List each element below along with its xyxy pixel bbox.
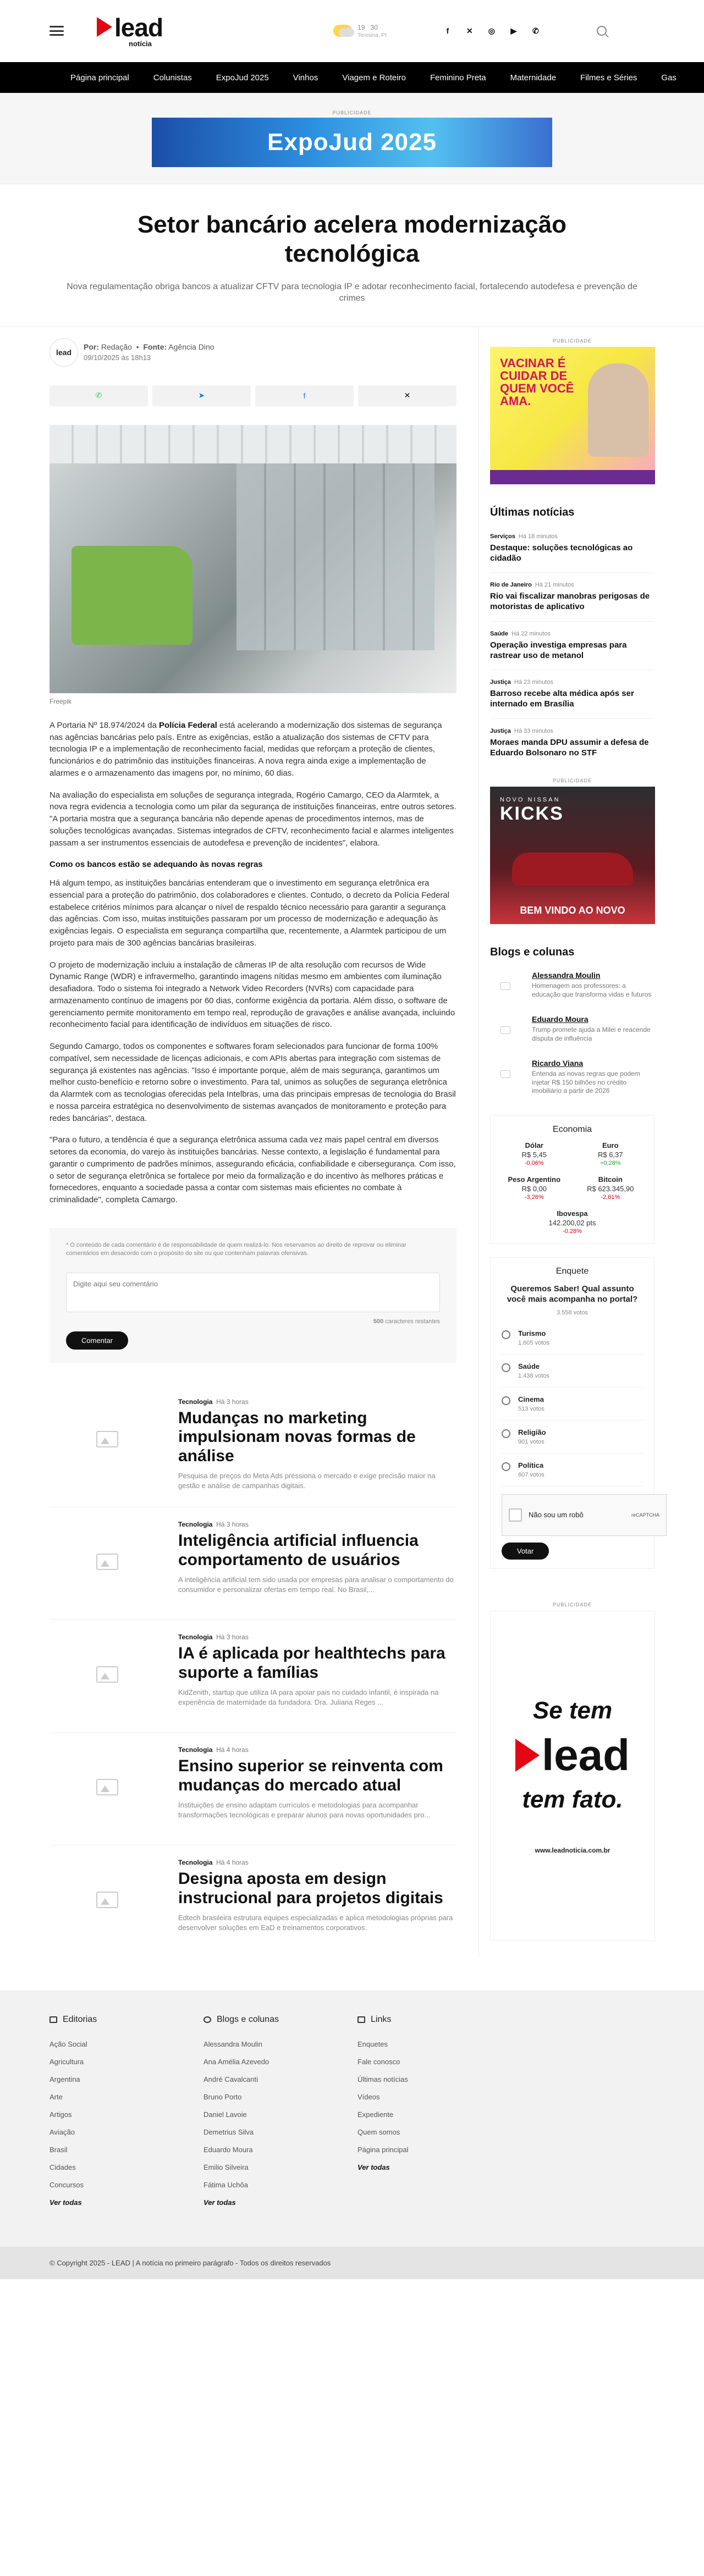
globe-icon — [204, 2016, 211, 2023]
latest-news-item[interactable]: Serviços Há 18 minutos Destaque: soluções tecnológicas ao cidadão — [490, 524, 654, 573]
source-label: Fonte: — [143, 342, 167, 352]
article-body — [50, 720, 457, 1206]
radio-button[interactable] — [502, 1429, 510, 1438]
related-title[interactable]: Mudanças no marketing impulsionam novas formas de análise — [178, 1408, 416, 1465]
see-all-link[interactable]: Ver todas — [358, 2163, 390, 2172]
footer-link[interactable]: Alessandra Moulin — [204, 2040, 262, 2049]
paragraph: Segundo Camargo, todos os componentes e softwares foram selecionados para funcionar de forma 100% compatível, sem necessidade de licenças adicionais, e com APIs abertas para integração com sistemas de segurança já existentes nas agências. "Isso é importante porque, além de mais segurança, garantimos um melhor custo-benefício e retorno sobre o investimento. Para tal, unimos as soluções de segurança eletrônica da Alarmtek com as tecnologias oferecidas pela Intelbras, uma das principais empresas de tecnologia do Brasil e nossa parceira estratégica no desenvolvimento de sistemas avançados de monitoramento e proteção para redes bancárias", destaca. — [50, 1042, 456, 1123]
related-title[interactable]: Inteligência artificial influencia comportamento de usuários — [178, 1532, 419, 1569]
pf-link[interactable]: Polícia Federal — [158, 720, 217, 730]
share-bar — [50, 385, 457, 406]
recaptcha-checkbox[interactable] — [509, 1508, 522, 1522]
logo-sub: notícia — [129, 39, 152, 48]
related-desc: A inteligência artificial tem sido usada por empresas para analisar o comportamento do consumidor e personalizar ofertas em tempo real. No Brasil,... — [178, 1576, 454, 1594]
related-title[interactable]: IA é aplicada por healthtechs para suporte a famílias — [178, 1644, 446, 1682]
poll-option[interactable]: Turismo 1.605 votos — [502, 1322, 643, 1355]
paragraph: O projeto de modernização incluiu a instalação de câmeras IP de alta resolução com recursos de Wide Dynamic Range (WDR) e infravermelho, garantindo imagens nítidas mesmo em ambientes com iluminação desafiadora. Todo o sistema foi integrado a Network Video Recorders (NVRs) com capacidade para armazenamento contínuo de imagens por 60 dias, conforme exigência da portaria. Além disso, o software de gerenciamento permite monitoramento em tempo real, reprodução de gravações e análise avançada, incluindo reconhecimento facial para identificação de indivíduos em situações de risco. — [50, 960, 455, 1030]
paragraph: A Portaria Nº 18.974/2024 da Polícia Federal está acelerando a modernização dos sistemas de segurança nas agências bancárias pelo país. Entre as exigências, estão a atualização dos sistemas de CFTV para tecnologia IP e a implementação de reconhecimento facial, medidas que reforçam a proteção de clientes, funcionários e do patrimônio das instituições financeiras. A nova regra ainda exige a implementação de alarmes e o armazenamento das imagens por, no mínimo, 60 dias. — [50, 720, 442, 778]
article-header — [0, 184, 704, 327]
share-x-button[interactable] — [358, 385, 457, 406]
image-placeholder-icon — [490, 1059, 521, 1090]
weather-city: Teresina, PI — [358, 32, 387, 38]
social-links — [442, 25, 542, 37]
nav-item[interactable]: Viagem e Roteiro — [342, 73, 406, 82]
related-desc: Edtech brasileira estrutura equipes especializadas e aplica metodologias próprias para desenvolver soluções em EaD e treinamentos corporativos. — [178, 1914, 453, 1932]
vaccination-ad-text: VACINAR É CUIDAR DE QUEM VOCÊ AMA. — [500, 356, 574, 408]
radio-button[interactable] — [502, 1330, 510, 1339]
related-category: Tecnologia — [178, 1521, 213, 1529]
telegram-icon: ➤ — [198, 391, 205, 400]
related-item[interactable] — [50, 1733, 457, 1845]
related-time: Há 4 horas — [216, 1746, 249, 1754]
author-name: Redação — [101, 342, 132, 352]
share-telegram-button[interactable] — [152, 385, 251, 406]
article-image — [50, 425, 457, 693]
logo-triangle-icon — [97, 17, 112, 37]
footer-link[interactable]: Ana Amélia Azevedo — [204, 2058, 270, 2066]
footer-column: Editorias Ação Social Agricultura Argentina Arte Artigos Aviação Brasil Cidades Concursos Ver todas — [50, 2015, 182, 2216]
footer-link[interactable]: Bruno Porto — [204, 2093, 242, 2102]
image-placeholder-icon — [490, 1015, 521, 1046]
footer-link[interactable]: Concursos — [50, 2181, 84, 2190]
cloud-sun-icon — [333, 25, 352, 37]
instagram-icon[interactable]: ◎ — [488, 26, 495, 35]
footer-link[interactable]: Arte — [50, 2093, 63, 2102]
search-icon[interactable] — [597, 26, 607, 36]
comment-input[interactable] — [66, 1273, 440, 1312]
currency-item: Bitcoin R$ 623.345,90 -2,61% — [587, 1175, 634, 1201]
link-icon — [358, 2016, 365, 2023]
blog-item[interactable]: Alessandra Moulin Homenagem aos professores: a educação que transforma vidas e futuros — [490, 964, 654, 1008]
related-item[interactable] — [50, 1385, 457, 1508]
comment-button[interactable]: Comentar — [66, 1331, 128, 1350]
whatsapp-icon: ✆ — [95, 391, 102, 400]
footer-link[interactable]: Vídeos — [358, 2093, 380, 2102]
sidebar — [479, 327, 659, 1958]
related-category: Tecnologia — [178, 1397, 213, 1406]
image-placeholder-icon — [50, 1633, 165, 1716]
by-label: Por: — [84, 342, 99, 352]
whatsapp-icon[interactable]: ✆ — [532, 26, 539, 35]
footer-link[interactable]: Fale conosco — [358, 2058, 400, 2066]
currency-item: Peso Argentino R$ 0,00 -3,26% — [508, 1175, 561, 1201]
footer — [0, 1991, 704, 2247]
char-count: 500 caracteres restantes — [373, 1318, 440, 1325]
article-title: Setor bancário acelera modernização tecnológica — [137, 211, 567, 267]
image-placeholder-icon — [50, 1859, 165, 1941]
related-news — [50, 1385, 457, 1958]
facebook-icon: f — [303, 391, 306, 400]
related-desc: Instituições de ensino adaptam currículos e metodologias para acompanhar transformações tecnológicas e preparar alunos para novas oportunidades pro... — [178, 1801, 431, 1819]
byline: lead Por: Redação • Fonte: Agência Dino 09/10/2025 às 18h13 — [50, 338, 457, 367]
recaptcha-label: Não sou um robô — [529, 1511, 584, 1519]
weather-widget — [333, 24, 387, 38]
related-desc: Pesquisa de preços do Meta Ads pressiona o mercado e exige precisão maior na gestão e análise de campanhas digitais. — [178, 1472, 436, 1490]
x-icon: ✕ — [404, 391, 411, 400]
ibovespa-item: Ibovespa 142.200,02 pts -0.28% — [548, 1209, 596, 1235]
x-icon[interactable]: ✕ — [466, 26, 473, 35]
nav-item[interactable]: Maternidade — [510, 73, 557, 82]
economy-widget — [490, 1115, 654, 1244]
menu-icon[interactable] — [50, 26, 64, 36]
top-header — [0, 0, 704, 62]
share-whatsapp-button[interactable] — [50, 385, 148, 406]
blog-item[interactable]: Ricardo Viana Entenda as novas regras que podem injetar R$ 150 bilhões no crédito imobiliário a partir de 2026 — [490, 1052, 654, 1102]
related-category: Tecnologia — [178, 1633, 213, 1641]
recaptcha-logo: reCAPTCHA — [631, 1512, 659, 1518]
related-time: Há 3 horas — [216, 1397, 249, 1406]
footer-link[interactable]: Artigos — [50, 2110, 72, 2119]
nav-item[interactable]: ExpoJud 2025 — [216, 73, 269, 82]
nissan-kicks-ad[interactable]: NOVO NISSAN KICKS BEM VINDO AO NOVO — [490, 787, 655, 924]
currency-item: Dólar R$ 5,45 -0,06% — [521, 1141, 547, 1167]
latest-news-item[interactable]: Justiça Há 23 minutos Barroso recebe alta médica após ser internado em Brasília — [490, 670, 654, 719]
site-logo[interactable] — [97, 15, 163, 47]
nav-item[interactable]: Filmes e Séries — [580, 73, 637, 82]
footer-link[interactable]: Argentina — [50, 2075, 80, 2084]
recaptcha — [502, 1494, 667, 1536]
latest-news-item[interactable]: Justiça Há 33 minutos Moraes manda DPU assumir a defesa de Eduardo Bolsonaro no STF — [490, 727, 649, 758]
temp-min: 19 — [358, 23, 365, 31]
footer-link[interactable]: Daniel Lavoie — [204, 2110, 247, 2119]
vote-button[interactable]: Votar — [502, 1543, 549, 1560]
related-time: Há 4 horas — [216, 1859, 249, 1867]
related-item[interactable] — [50, 1507, 457, 1620]
share-facebook-button[interactable] — [255, 385, 354, 406]
main-nav — [0, 62, 704, 93]
related-item[interactable] — [50, 1620, 457, 1733]
related-item[interactable] — [50, 1845, 457, 1958]
image-placeholder-icon — [50, 1746, 165, 1828]
ad-label: PUBLICIDADE — [552, 1601, 592, 1607]
paragraph: Na avaliação do especialista em soluções de segurança integrada, Rogério Camargo, CEO da Alarmtek, a nova regra evidencia a tecnologia como um pilar da segurança de instituições financeiras, entre outros setores. "A portaria mostra que a segurança bancária não depende apenas de procedimentos internos, mas de soluções tecnológicas avançadas. Sistemas integrados de CFTV, reconhecimento facial e alarmes inteligentes passam a ser instrumentos essenciais de autodefesa e prevenção de incidentes", elabora. — [50, 790, 457, 848]
related-title[interactable]: Ensino superior se reinventa com mudanças do mercado atual — [178, 1757, 443, 1794]
temp-max: 30 — [370, 23, 378, 31]
lead-ad[interactable]: Se tem lead tem fato. www.leadnoticia.com.br — [490, 1611, 655, 1941]
related-time: Há 3 horas — [216, 1521, 249, 1529]
footer-link[interactable]: Expediente — [358, 2110, 394, 2119]
image-caption: Freepik — [50, 697, 72, 705]
poll-widget — [490, 1257, 659, 1569]
blogs-title: Blogs e colunas — [490, 946, 575, 959]
radio-button[interactable] — [502, 1396, 510, 1405]
copyright-text: © Copyright 2025 - LEAD | A notícia no primeiro parágrafo - Todos os direitos reservados — [50, 2259, 331, 2268]
footer-link[interactable]: Enquetes — [358, 2040, 388, 2049]
footer-link[interactable]: Aviação — [50, 2128, 75, 2137]
blog-item[interactable]: Eduardo Moura Trump promete ajuda a Milei e reacende disputa de influência — [490, 1008, 654, 1052]
related-category: Tecnologia — [178, 1746, 213, 1754]
poll-total: 3.558 votos — [557, 1309, 588, 1316]
section-heading: Como os bancos estão se adequando às novas regras — [50, 860, 263, 870]
image-placeholder-icon — [490, 971, 521, 1002]
paragraph: "Para o futuro, a tendência é que a segurança eletrônica assuma cada vez mais papel central em diversos setores da economia, do varejo às instituições bancárias. Nesse contexto, a legislação é fundamental para garantir o cumprimento de padrões mínimos, assegurando eficácia, confiabilidade e cibersegurança. Com isso, o setor de segurança eletrônica se fortalece por meio da formalização e do incentivo às melhores práticas e fornecedores, enquanto a sociedade passa a contar com sistemas mais eficientes no combate à criminalidade", completa Camargo. — [50, 1135, 456, 1205]
ad-label: PUBLICIDADE — [552, 778, 592, 784]
poll-option[interactable]: Saúde 1.438 votos — [502, 1355, 643, 1387]
image-placeholder-icon — [50, 1398, 165, 1480]
nav-item[interactable]: Gas — [661, 73, 676, 82]
logo-triangle-icon — [515, 1739, 540, 1772]
footer-link[interactable]: Cidades — [50, 2163, 76, 2172]
top-ad-area — [0, 93, 704, 184]
ad-label: PUBLICIDADE — [552, 338, 592, 344]
currency-item: Euro R$ 6,37 +0,28% — [597, 1141, 623, 1167]
article-subtitle: Nova regulamentação obriga bancos a atualizar CFTV para tecnologia IP e adotar reconhecimento facial, fortalecendo autodefesa e prevenção de crimes — [67, 281, 637, 303]
footer-link[interactable]: Quem somos — [358, 2128, 400, 2137]
youtube-icon[interactable]: ▶ — [510, 26, 517, 35]
ad-label: PUBLICIDADE — [332, 109, 372, 115]
poll-title: Enquete — [556, 1267, 589, 1276]
poll-option[interactable]: Política 607 votos — [502, 1453, 643, 1486]
footer-link[interactable]: Agricultura — [50, 2058, 84, 2066]
newspaper-icon — [50, 2016, 57, 2023]
author-avatar: lead — [50, 338, 78, 367]
footer-link[interactable]: Últimas notícias — [358, 2075, 408, 2084]
footer-link[interactable]: Eduardo Moura — [204, 2146, 253, 2154]
expojud-banner[interactable]: ExpoJud 2025 — [152, 118, 552, 167]
poll-question: Queremos Saber! Qual assunto você mais acompanha no portal? — [507, 1284, 638, 1304]
related-title[interactable]: Designa aposta em design instrucional para projetos digitais — [178, 1870, 443, 1907]
article-column — [50, 327, 457, 1958]
facebook-icon[interactable]: f — [446, 26, 449, 35]
related-time: Há 3 horas — [216, 1633, 249, 1641]
image-placeholder-icon — [50, 1521, 165, 1603]
footer-link[interactable]: Emilio Silveira — [204, 2163, 249, 2172]
related-category: Tecnologia — [178, 1859, 213, 1867]
footer-column: Links Enquetes Fale conosco Últimas notícias Vídeos Expediente Quem somos Página principal Ver todas — [358, 2015, 490, 2216]
latest-news-item[interactable]: Saúde Há 22 minutos Operação investiga empresas para rastrear uso de metanol — [490, 622, 654, 671]
paragraph: Há algum tempo, as instituições bancárias entenderam que o investimento em segurança eletrônica era essencial para a proteção do patrimônio, dos colaboradores e clientes. Contudo, o decreto da Polícia Federal estabelece critérios mínimos para alcançar o nível de respaldo técnico necessário para garantir a segurança das agências. Com isso, muitas instituições passaram por um processo de modernização e adequação às exigências legais. O especialista em segurança compartilha que, recentemente, a Alarmtek participou de um projeto para mais de 300 agências bancárias brasileiras. — [50, 878, 450, 948]
footer-link[interactable]: Brasil — [50, 2146, 68, 2154]
copyright-bar — [0, 2247, 704, 2279]
radio-button[interactable] — [502, 1462, 510, 1471]
related-desc: KidZenith, startup que utiliza IA para apoiar pais no cuidado infantil, é inspirada na experiência de maternidade da fundadora. Dra. Juliana Reges ... — [178, 1688, 439, 1706]
comment-box — [50, 1228, 457, 1363]
see-all-link[interactable]: Ver todas — [204, 2198, 236, 2207]
poll-option[interactable]: Cinema 513 votos — [502, 1387, 643, 1420]
nav-item[interactable]: Feminino Preta — [430, 73, 486, 82]
source-name: Agência Dino — [168, 342, 215, 352]
see-all-link[interactable]: Ver todas — [50, 2198, 82, 2207]
publish-date: 09/10/2025 às 18h13 — [84, 353, 151, 362]
poll-option[interactable]: Religião 901 votos — [502, 1420, 643, 1453]
radio-button[interactable] — [502, 1363, 510, 1372]
footer-link[interactable]: Demetrius Silva — [204, 2128, 254, 2137]
nav-item[interactable]: Página principal — [70, 73, 129, 82]
vaccination-ad[interactable] — [490, 347, 655, 484]
economy-title: Economia — [552, 1125, 592, 1135]
latest-news-title: Últimas notícias — [490, 506, 575, 518]
footer-link[interactable]: Ação Social — [50, 2040, 87, 2049]
footer-link[interactable]: André Cavalcanti — [204, 2075, 258, 2084]
comment-note: * O conteúdo de cada comentário é de responsabilidade de quem realizá-lo. Nos reservamos ao direito de reprovar ou eliminar comentários em desacordo com o propósito do site ou que contenham palavras ofensivas. — [66, 1241, 406, 1257]
latest-news-item[interactable]: Rio de Janeiro Há 21 minutos Rio vai fiscalizar manobras perigosas de motoristas de aplicativo — [490, 573, 654, 622]
logo-word: lead — [114, 13, 163, 42]
nav-item[interactable]: Vinhos — [293, 73, 318, 82]
footer-column: Blogs e colunas Alessandra Moulin Ana Amélia Azevedo André Cavalcanti Bruno Porto Daniel Lavoie Demetrius Silva Eduardo Moura Emilio Silveira Fátima Uchôa Ver todas — [204, 2015, 336, 2216]
nav-item[interactable]: Colunistas — [153, 73, 192, 82]
footer-link[interactable]: Fátima Uchôa — [204, 2181, 248, 2190]
footer-link[interactable]: Página principal — [358, 2146, 409, 2154]
